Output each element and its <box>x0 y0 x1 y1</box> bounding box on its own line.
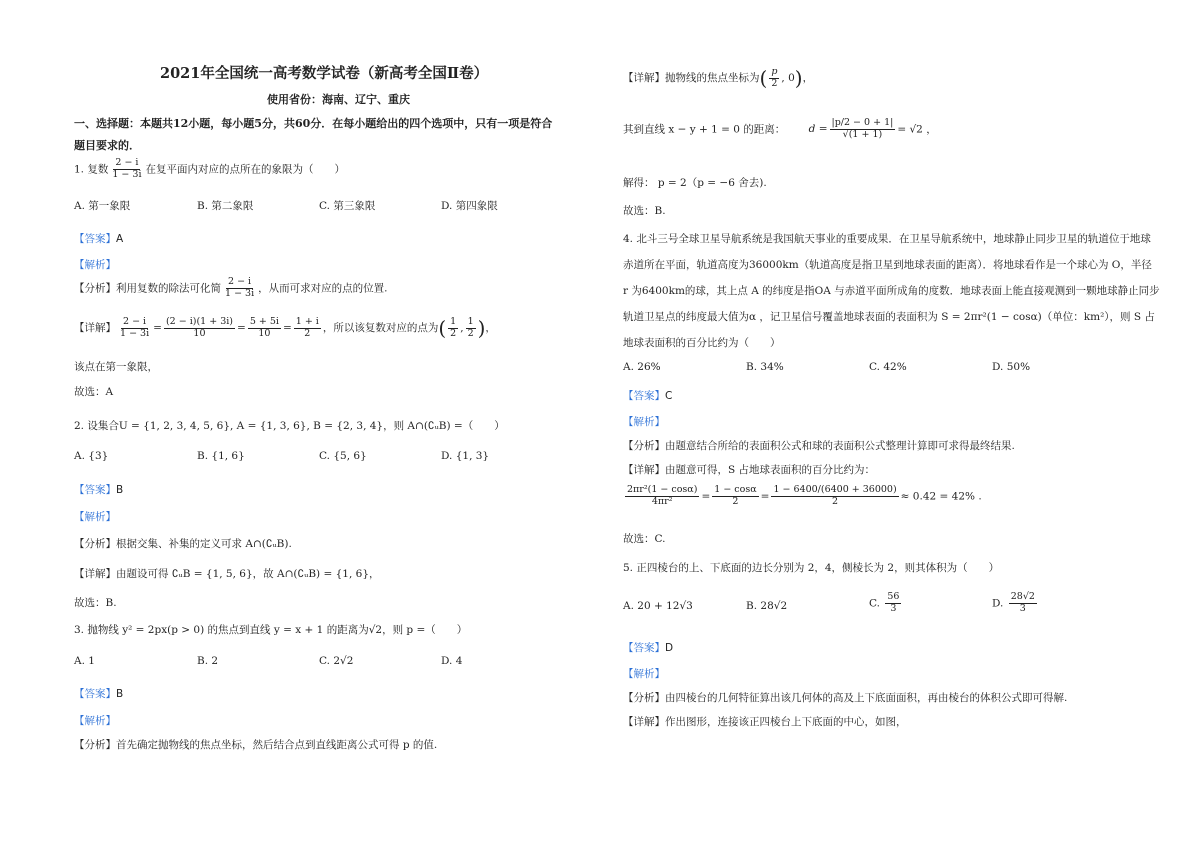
q4-option-b: B. 34% <box>746 361 784 373</box>
q5-stem: 5. 正四棱台的上、下底面的边长分别为 2，4，侧棱长为 2，则其体积为（ ） <box>623 562 1000 574</box>
q5-option-a: A. 20 + 12√3 <box>623 600 693 612</box>
q4-xiangjie: 【详解】由题意可得，S 占地球表面积的百分比约为： <box>623 464 876 476</box>
q2-answer: 【答案】B <box>74 484 124 496</box>
q2-select: 故选：B. <box>74 597 117 609</box>
q5-answer: 【答案】D <box>623 642 674 654</box>
q4-line4: 轨道卫星点的纬度最大值为α ，记卫星信号覆盖地球表面的表面积为 S = 2πr²(1 − cosα)（单位：km²），则 S 占 <box>623 311 1155 323</box>
q1-xiangjie: 【详解】 $\frac{2 - i}{1 - 3i}$ = $\frac{(2 - i)(1 + 3i)}{10}$ = $\frac{5 + 5i}{10}$ = $\frac{1 + i}{2}$ ，所以该复数对应的点为( $\frac{1}{2}$ , $\frac{1}{2}$ )， <box>74 315 496 340</box>
q1-answer: 【答案】A <box>74 233 124 245</box>
q4-answer: 【答案】C <box>623 390 673 402</box>
q3-solve: 解得： p = 2（p = −6 舍去). <box>623 177 767 189</box>
q3-option-a: A. 1 <box>74 655 95 667</box>
provinces-line: 使用省份：海南、辽宁、重庆 <box>267 93 410 106</box>
q1-option-b: B. 第二象限 <box>197 200 254 212</box>
page-title: 2021年全国统一高考数学试卷（新高考全国Ⅱ卷） <box>160 65 489 82</box>
q1-option-c: C. 第三象限 <box>319 200 376 212</box>
q2-stem: 2. 设集合U = {1, 2, 3, 4, 5, 6}, A = {1, 3, 6}, B = {2, 3, 4}，则 A∩(∁ᵤB) =（ ） <box>74 420 505 432</box>
q4-analysis-tag: 【解析】 <box>623 416 665 428</box>
q5-option-b: B. 28√2 <box>746 600 788 612</box>
q1-option-d: D. 第四象限 <box>441 200 498 212</box>
q2-fenxi: 【分析】根据交集、补集的定义可求 A∩(∁ᵤB). <box>74 538 292 550</box>
q3-option-b: B. 2 <box>197 655 219 667</box>
q4-fenxi: 【分析】由题意结合所给的表面积公式和球的表面积公式整理计算即可求得最终结果. <box>623 440 1015 452</box>
q4-option-c: C. 42% <box>869 361 907 373</box>
q3-analysis-tag: 【解析】 <box>74 715 116 727</box>
q5-analysis-tag: 【解析】 <box>623 668 665 680</box>
q3-option-d: D. 4 <box>441 655 463 667</box>
q3-select: 故选：B. <box>623 205 666 217</box>
q4-line3: r 为6400km的球，其上点 A 的纬度是指OA 与赤道平面所成角的度数．地球表面上能直接观测到一颗地球静止同步 <box>623 285 1160 297</box>
q4-line2: 赤道所在平面，轨道高度为36000km（轨道高度是指卫星到地球表面的距离）．将地球看作是一个球心为 O，半径 <box>623 259 1152 271</box>
q1-select: 故选：A <box>74 386 114 398</box>
q2-option-a: A. {3} <box>74 450 109 462</box>
q4-line1: 4. 北斗三号全球卫星导航系统是我国航天事业的重要成果．在卫星导航系统中，地球静止同步卫星的轨道位于地球 <box>623 233 1151 245</box>
q1-fraction: $\frac{2 - i}{1 - 3i}$ <box>112 157 142 180</box>
q4-select: 故选：C. <box>623 533 666 545</box>
q5-option-c: C. $\frac{56}{3}$ <box>869 591 900 614</box>
q2-xiangjie: 【详解】由题设可得 ∁ᵤB = {1, 5, 6}，故 A∩(∁ᵤB) = {1, 6}， <box>74 568 380 580</box>
section-heading: 一、选择题：本题共12小题，每小题5分，共60分．在每小题给出的四个选项中，只有一项是符合 <box>74 117 553 130</box>
q5-xiangjie: 【详解】作出图形，连接该正四棱台上下底面的中心，如图， <box>623 716 907 728</box>
q2-analysis-tag: 【解析】 <box>74 511 116 523</box>
q5-fenxi: 【分析】由四棱台的几何特征算出该几何体的高及上下底面面积，再由棱台的体积公式即可得解. <box>623 692 1068 704</box>
q2-option-b: B. {1, 6} <box>197 450 245 462</box>
q2-option-c: C. {5, 6} <box>319 450 367 462</box>
q1-analysis-tag: 【解析】 <box>74 259 116 271</box>
q2-option-d: D. {1, 3} <box>441 450 490 462</box>
q3-fenxi: 【分析】首先确定抛物线的焦点坐标，然后结合点到直线距离公式可得 p 的值. <box>74 739 438 751</box>
q1-line3: 该点在第一象限， <box>74 361 158 373</box>
section-heading-cont: 题目要求的． <box>74 139 140 152</box>
q3-answer: 【答案】B <box>74 688 124 700</box>
q4-option-a: A. 26% <box>623 361 661 373</box>
q5-option-d: D. $\frac{28√2}{3}$ <box>992 591 1035 614</box>
q4-option-d: D. 50% <box>992 361 1031 373</box>
q3-option-c: C. 2√2 <box>319 655 354 667</box>
q1-option-a: A. 第一象限 <box>74 200 131 212</box>
q1-stem: 1. 复数 $\frac{2 - i}{1 - 3i}$ 在复平面内对应的点所在的象限为（ ） <box>74 157 345 180</box>
q3-xiangjie: 【详解】抛物线的焦点坐标为( $\frac{p}{2}$ , 0)， <box>623 65 814 90</box>
q3-distance: 其到直线 x − y + 1 = 0 的距离： d = $\frac{|p/2 - 0 + 1|}{√(1 + 1)}$ = √2 ， <box>623 117 937 140</box>
q4-formula: $\frac{\text{2πr²(1 − cosα)}}{\text{4πr²}}$ = $\frac{1 - \cos\alpha}{2}$ = $\frac{1 - 6400/(6400 + 36000)}{2}$ ≈ 0.42 = 42% . <box>627 484 982 507</box>
q1-fenxi: 【分析】利用复数的除法可化简 $\frac{2 - i}{1 - 3i}$ ，从而可求对应的点的位置. <box>74 276 388 299</box>
q4-line5: 地球表面积的百分比约为（ ） <box>623 337 781 349</box>
q3-stem: 3. 抛物线 y² = 2px(p > 0) 的焦点到直线 y = x + 1 的距离为√2，则 p =（ ） <box>74 624 468 636</box>
